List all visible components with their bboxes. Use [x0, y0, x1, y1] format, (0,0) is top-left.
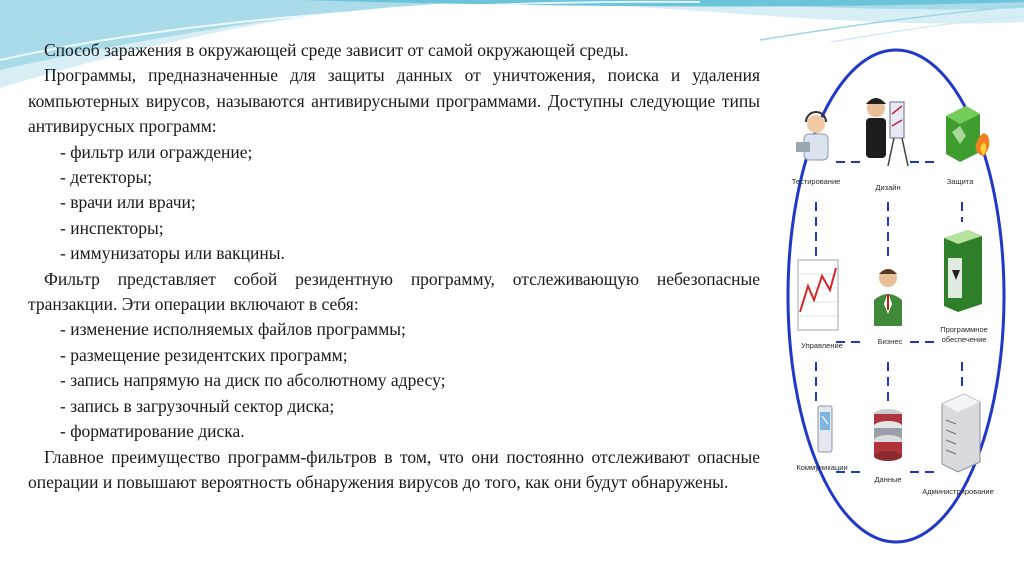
designer-person-icon	[866, 98, 908, 166]
list-item: - запись в загрузочный сектор диска;	[60, 395, 335, 416]
operations-list	[28, 317, 760, 444]
list-item: - инспекторы;	[60, 217, 164, 238]
node-label: Тестирование	[791, 177, 841, 186]
node-label: Дизайн	[875, 183, 901, 192]
node-label: Программное	[940, 325, 988, 334]
node-label: Управление	[801, 341, 843, 350]
shield-box-fire-icon	[946, 106, 989, 162]
main-text	[28, 38, 760, 495]
list-item: - иммунизаторы или вакцины.	[60, 243, 285, 264]
database-stack-icon	[874, 409, 902, 461]
intro-paragraph: Способ заражения в окружающей среде зависит от самой окружающей среды.	[44, 40, 629, 60]
software-box-icon	[944, 230, 982, 312]
filter-paragraph: Фильтр представляет собой резидентную программу, отслеживающую небезопасные транзакции. Эти операции включают в себя:	[28, 268, 760, 315]
it-domains-diagram	[782, 42, 1010, 550]
node-label: Бизнес	[877, 337, 903, 346]
list-item: - врачи или врачи;	[60, 192, 196, 213]
server-cabinet-icon	[942, 394, 980, 472]
node-label: обеспечение	[941, 335, 987, 344]
node-label: Защита	[946, 177, 974, 186]
advantage-paragraph: Главное преимущество программ-фильтров в том, что они постоянно отслеживают опасные операции и повышают вероятность обнаружения вирусов до того, как они будут обнаружены.	[28, 446, 760, 492]
list-item: - изменение исполняемых файлов программы;	[60, 319, 406, 340]
list-item: - запись напрямую на диск по абсолютному адресу;	[60, 370, 446, 391]
mobile-phone-icon	[818, 406, 832, 452]
antivirus-types-list	[28, 140, 760, 267]
businessman-icon	[874, 269, 902, 326]
list-item: - детекторы;	[60, 167, 153, 188]
list-item: - фильтр или ограждение;	[60, 141, 253, 162]
person-headset-icon	[796, 112, 828, 160]
node-label: Администрирование	[922, 487, 994, 496]
node-label: Данные	[874, 475, 902, 484]
list-item: - размещение резидентских программ;	[60, 344, 348, 365]
definition-paragraph: Программы, предназначенные для защиты данных от уничтожения, поиска и удаления компьютерных вирусов, называются антивирусными программами. Доступны следующие типы антивирусных программ:	[28, 65, 760, 137]
line-chart-icon	[798, 260, 838, 330]
list-item: - форматирование диска.	[60, 421, 245, 442]
node-label: Коммуникации	[796, 463, 848, 472]
